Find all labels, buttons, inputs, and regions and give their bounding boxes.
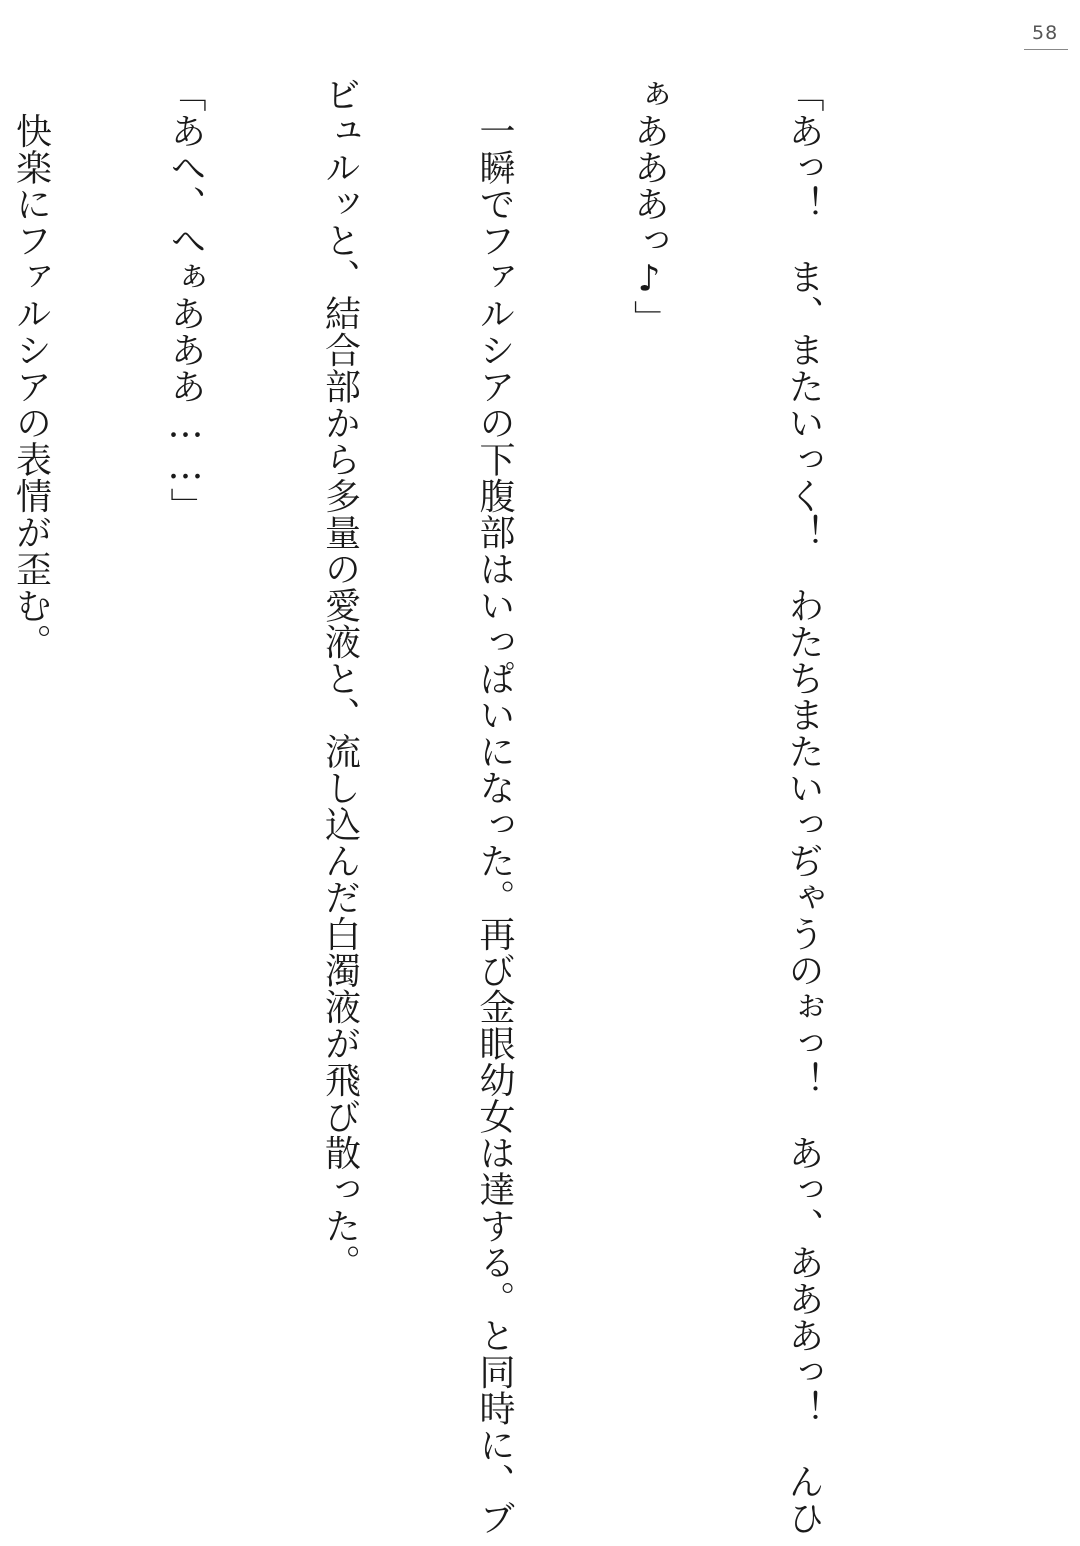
text-line: ぁあああっ♪」 (628, 76, 670, 337)
text-line: 「あへ、へぁあああ……」 (165, 76, 206, 524)
text-line: 「あっ！ ま、またいっく！ わたちまたいっぢゃうのぉっ！ あっ、あああっ！ んひ (783, 76, 824, 1536)
text-line: 一瞬でファルシアの下腹部はいっぱいになった。再び金眼幼女は達する。と同時に、ブ (474, 76, 515, 1536)
text-line: 快楽にファルシアの表情が歪む。 (10, 76, 52, 660)
text-line: ビュルッと、結合部から多量の愛液と、流し込んだ白濁液が飛び散った。 (319, 76, 361, 1281)
body-text (0, 76, 932, 1536)
page-number-rule (1024, 49, 1068, 50)
page-number: 58 (1032, 22, 1059, 44)
